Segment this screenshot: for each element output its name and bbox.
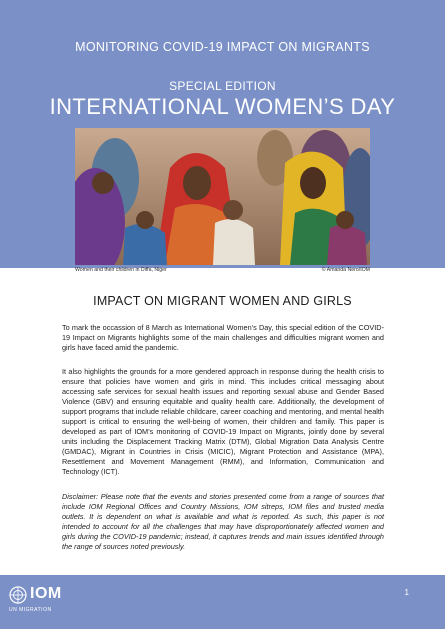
logo-text: IOM xyxy=(30,585,62,602)
iom-logo xyxy=(9,583,79,619)
un-emblem-icon xyxy=(9,586,27,604)
photo-caption: Women and their children in Diffa, Niger xyxy=(75,267,167,273)
page-footer xyxy=(0,575,445,629)
edition-label: SPECIAL EDITION xyxy=(169,79,276,93)
disclaimer-paragraph: Disclaimer: Please note that the events and stories presented come from a range of sources that include IOM Regional Offices and Country Missions, IOM sitreps, IOM files and trusted media outlets. It is dependent on what is available and what is reported. As such, this paper is not intended to account for all the challenges that may have disproportionately affected women and girls during the COVID-19 pandemic; instead, it captures trends and main issues identified through the range of sources noted previously. xyxy=(62,492,384,551)
section-title: IMPACT ON MIGRANT WOMEN AND GIRLS xyxy=(93,294,352,308)
main-title: INTERNATIONAL WOMEN’S DAY xyxy=(49,94,396,119)
page-number: 1 xyxy=(404,588,409,597)
photo-credit: © Amanda Nero/IOM xyxy=(321,267,370,273)
cover-photo xyxy=(75,128,370,265)
logo-subtitle: UN MIGRATION xyxy=(9,607,52,613)
intro-paragraph: To mark the occassion of 8 March as International Women’s Day, this special edition of the COVID-19 Impact on Migrants highlights some of the main challenges and difficulties migrant women and girls have faced amid the pandemic. xyxy=(62,323,384,352)
body-paragraph: It also highlights the grounds for a more gendered approach in response during the health crisis to ensure that policies have women and girls in mind. This includes critical messaging about accessing safe services for sexual health issues and reporting sexual abuse and Gender Based Violence (GBV) and ensuring equitable and quality health care. Additionally, the development of support programs that include reliable childcare, career coaching and mentoring, and mental health support is critical to ensuring the well-being of women, their children and family. This paper is developed as part of IOM’s monitoring of COVID-19 Impact on Migrants, jointly done by several units including the Displacement Tracking Matrix (DTM), Global Migration Data Analysis Centre (GMDAC), Migrant in Countries in Crisis (MICIC), Migrant Protection and Assistance (MPA), Resettlement and Movement Management (RMM), and Information, Communication and Technology (ICT). xyxy=(62,367,384,476)
series-title: MONITORING COVID-19 IMPACT ON MIGRANTS xyxy=(75,40,370,54)
